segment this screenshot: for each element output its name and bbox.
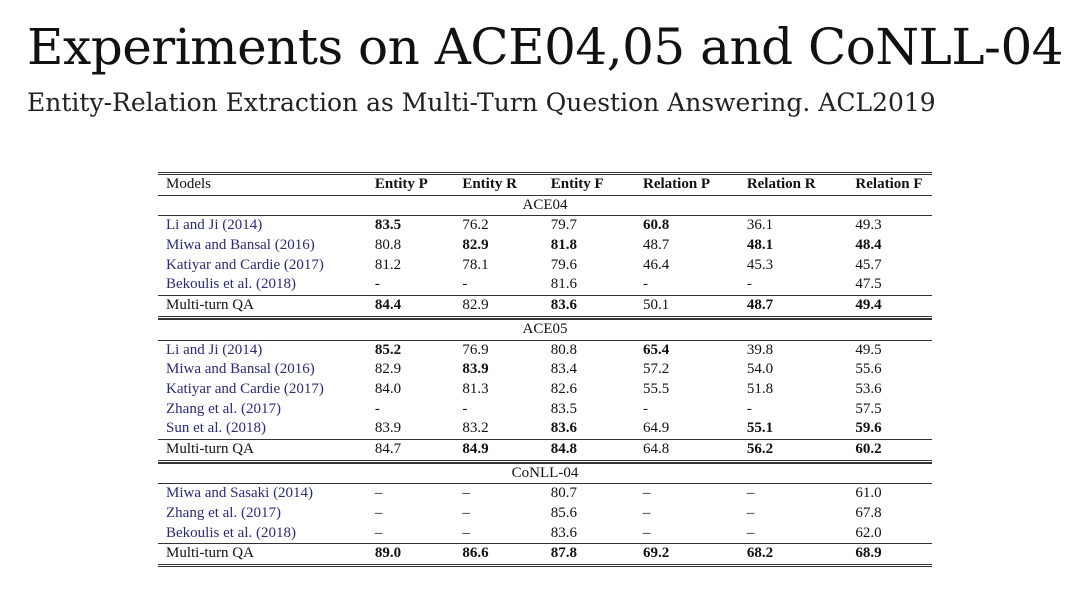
table-cell: 50.1 [643, 297, 670, 314]
table-cell: - [746, 400, 752, 417]
table-cell: 82.6 [550, 380, 577, 397]
table-cell: 48.4 [855, 237, 882, 254]
section-name: ACE04 [522, 196, 568, 213]
table-cell: 83.5 [374, 217, 402, 234]
table-cell: 39.8 [746, 341, 774, 358]
table-cell: 83.4 [550, 361, 577, 378]
section-header-row [158, 319, 932, 340]
table-cell: 51.8 [746, 380, 774, 397]
results-table [158, 172, 932, 567]
table-cell: 64.8 [643, 440, 670, 457]
table-cell: – [374, 485, 383, 502]
table-cell: 45.3 [746, 256, 774, 273]
table-cell: 84.7 [374, 440, 402, 457]
table-cell: 65.4 [643, 341, 670, 358]
table-cell: 64.9 [643, 420, 670, 437]
table-cell: – [746, 524, 755, 541]
table-cell: 49.5 [855, 341, 882, 358]
table-cell: 76.2 [462, 217, 489, 234]
model-name-cell: Li and Ji (2014) [166, 341, 263, 358]
table-cell: 84.8 [550, 440, 577, 457]
table-header-row [158, 172, 932, 195]
table-cell: – [746, 485, 755, 502]
slide-subtitle: Entity-Relation Extraction as Multi-Turn Question Answering. ACL2019 [27, 88, 936, 117]
table-cell: 45.7 [855, 256, 882, 273]
table-cell: 83.9 [462, 361, 489, 378]
table-cell: 54.0 [746, 361, 774, 378]
table-row [158, 524, 932, 544]
table-cell: – [462, 485, 470, 502]
table-cell: – [374, 505, 383, 521]
model-name-cell: Sun et al. (2018) [166, 420, 266, 437]
table-cell: 68.9 [855, 545, 882, 562]
table-cell: 82.9 [462, 237, 489, 254]
table-cell: 49.3 [855, 217, 882, 234]
table-row-multi-turn-qa [158, 295, 932, 319]
table-cell: - [462, 276, 468, 293]
model-name-cell: Miwa and Bansal (2016) [166, 361, 315, 378]
model-name-cell: Katiyar and Cardie (2017) [166, 380, 324, 397]
section-header-row [158, 195, 932, 216]
model-name-cell: Li and Ji (2014) [166, 217, 263, 234]
table-cell: 48.7 [643, 237, 670, 254]
table-cell: 82.9 [462, 297, 489, 314]
header-relation-r: Relation R [746, 176, 816, 192]
model-name-cell: Zhang et al. (2017) [166, 400, 281, 417]
table-cell: - [643, 276, 648, 293]
section-name: CoNLL-04 [511, 464, 579, 481]
table-cell: 86.6 [462, 545, 489, 562]
table-cell: 84.4 [374, 297, 402, 314]
table-cell: 83.9 [374, 420, 402, 437]
table-cell: 84.0 [374, 380, 402, 397]
table-cell: - [374, 276, 380, 293]
section-name: ACE05 [522, 320, 568, 337]
table-cell: 55.1 [746, 420, 774, 437]
table-row [158, 400, 932, 420]
slide-title: Experiments on ACE04,05 and CoNLL-04 [27, 18, 1064, 76]
table-cell: 83.6 [550, 420, 577, 437]
table-cell: 81.3 [462, 380, 489, 397]
table-row [158, 236, 932, 256]
table-cell: 83.5 [550, 400, 577, 417]
table-cell: – [643, 524, 651, 541]
model-name-cell: Multi-turn QA [166, 297, 254, 314]
table-cell: 60.2 [855, 440, 882, 457]
section-header-row [158, 463, 932, 484]
table-row-multi-turn-qa [158, 543, 932, 567]
table-cell: 84.9 [462, 440, 489, 457]
table-cell: 49.4 [855, 297, 882, 314]
table-cell: 69.2 [643, 545, 670, 562]
table-row [158, 256, 932, 276]
model-name-cell: Miwa and Bansal (2016) [166, 237, 315, 254]
table-cell: – [643, 485, 651, 502]
table-cell: 46.4 [643, 256, 670, 273]
table-cell: 76.9 [462, 341, 489, 358]
model-name-cell: Bekoulis et al. (2018) [166, 276, 296, 293]
table-cell: 53.6 [855, 380, 882, 397]
table-row [158, 275, 932, 295]
table-cell: 55.6 [855, 361, 882, 378]
table-row [158, 504, 932, 524]
table-cell: – [374, 524, 383, 541]
table-cell: 83.6 [550, 297, 577, 314]
header-entity-f: Entity F [550, 176, 604, 192]
table-cell: 81.8 [550, 237, 577, 254]
table-row [158, 483, 932, 504]
model-name-cell: Bekoulis et al. (2018) [166, 524, 296, 541]
model-name-cell: Zhang et al. (2017) [166, 505, 281, 521]
table-cell: 81.2 [374, 256, 402, 273]
header-relation-p: Relation P [643, 176, 711, 192]
table-cell: 80.8 [550, 341, 577, 358]
table-cell: - [643, 400, 648, 417]
header-entity-r: Entity R [462, 176, 517, 192]
model-name-cell: Katiyar and Cardie (2017) [166, 256, 324, 273]
table-cell: 83.2 [462, 420, 489, 437]
table-cell: 48.1 [746, 237, 774, 254]
table-cell: 61.0 [855, 485, 882, 502]
table-cell: 62.0 [855, 524, 882, 541]
header-relation-f: Relation F [855, 176, 923, 192]
table-cell: 57.2 [643, 361, 670, 378]
table-row [158, 360, 932, 380]
table-cell: 36.1 [746, 217, 774, 234]
table-cell: – [643, 505, 651, 521]
table-cell: 89.0 [374, 545, 402, 562]
table-cell: 85.2 [374, 341, 402, 358]
table-cell: 85.6 [550, 505, 577, 521]
model-name-cell: Multi-turn QA [166, 545, 254, 562]
header-entity-p: Entity P [374, 176, 428, 192]
table-cell: 78.1 [462, 256, 489, 273]
header-models: Models [166, 176, 211, 192]
table-cell: – [746, 505, 755, 521]
model-name-cell: Multi-turn QA [166, 440, 254, 457]
table-row [158, 419, 932, 439]
table-cell: 56.2 [746, 440, 774, 457]
table-cell: 80.7 [550, 485, 577, 502]
table-cell: 60.8 [643, 217, 670, 234]
table-cell: - [374, 400, 380, 417]
table-cell: 67.8 [855, 505, 882, 521]
table-cell: - [746, 276, 752, 293]
table-row [158, 215, 932, 236]
table-cell: - [462, 400, 468, 417]
table-row [158, 380, 932, 400]
table-row [158, 340, 932, 361]
table-cell: 68.2 [746, 545, 774, 562]
table-cell: 83.6 [550, 524, 577, 541]
table-cell: 55.5 [643, 380, 670, 397]
table-row-multi-turn-qa [158, 439, 932, 463]
table-cell: 79.6 [550, 256, 577, 273]
model-name-cell: Miwa and Sasaki (2014) [166, 485, 314, 502]
table-cell: 82.9 [374, 361, 402, 378]
table-cell: 48.7 [746, 297, 774, 314]
table-cell: – [462, 505, 470, 521]
table-cell: 81.6 [550, 276, 577, 293]
table-cell: 47.5 [855, 276, 882, 293]
table-cell: 59.6 [855, 420, 882, 437]
table-cell: – [462, 524, 470, 541]
table-cell: 79.7 [550, 217, 577, 234]
table-cell: 80.8 [374, 237, 402, 254]
table-cell: 87.8 [550, 545, 577, 562]
table-cell: 57.5 [855, 400, 882, 417]
